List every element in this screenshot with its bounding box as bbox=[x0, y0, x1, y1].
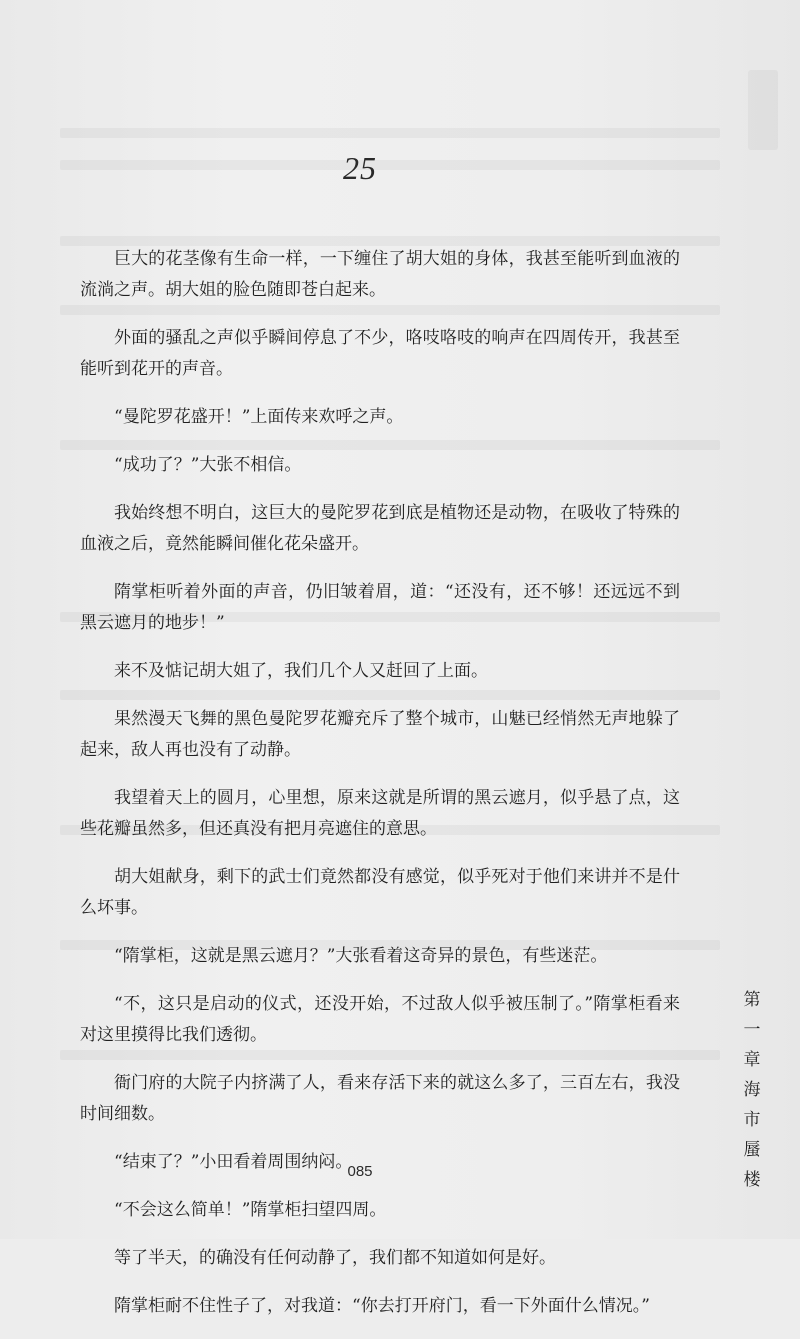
paragraph: 胡大姐献身，剩下的武士们竟然都没有感觉，似乎死对于他们来讲并不是什么坏事。 bbox=[80, 867, 680, 918]
paragraph: “成功了？”大张不相信。 bbox=[114, 455, 302, 475]
side-title-char: 章 bbox=[743, 1050, 761, 1070]
paragraph: “不，这只是启动的仪式，还没开始，不过敌人似乎被压制了。”隋掌柜看来对这里摸得比我们透彻。 bbox=[80, 994, 680, 1045]
side-title-char: 一 bbox=[743, 1020, 761, 1040]
paragraph: 巨大的花茎像有生命一样，一下缠住了胡大姐的身体，我甚至能听到血液的流淌之声。胡大姐的脸色随即苍白起来。 bbox=[80, 249, 680, 300]
side-title-char: 楼 bbox=[743, 1170, 761, 1190]
side-title-char: 海 bbox=[743, 1080, 761, 1100]
chapter-number: 25 bbox=[343, 150, 377, 186]
page-number: 085 bbox=[347, 1163, 373, 1180]
paragraph: 来不及惦记胡大姐了，我们几个人又赶回了上面。 bbox=[114, 661, 488, 681]
paragraph: 果然漫天飞舞的黑色曼陀罗花瓣充斥了整个城市，山魅已经悄然无声地躲了起来，敌人再也没有了动静。 bbox=[80, 709, 680, 760]
side-title-char: 市 bbox=[743, 1110, 761, 1130]
paragraph: 外面的骚乱之声似乎瞬间停息了不少，咯吱咯吱的响声在四周传开，我甚至能听到花开的声音。 bbox=[80, 328, 680, 379]
side-title-char: 蜃 bbox=[743, 1140, 761, 1160]
paragraph: 我始终想不明白，这巨大的曼陀罗花到底是植物还是动物，在吸收了特殊的血液之后，竟然能瞬间催化花朵盛开。 bbox=[80, 503, 680, 554]
side-title-char: 第 bbox=[743, 990, 761, 1010]
paragraph: “曼陀罗花盛开！”上面传来欢呼之声。 bbox=[114, 407, 404, 427]
paragraph: 等了半天，的确没有任何动静了，我们都不知道如何是好。 bbox=[114, 1248, 556, 1268]
paragraph: “不会这么简单！”隋掌柜扫望四周。 bbox=[114, 1200, 387, 1220]
paragraph: 隋掌柜耐不住性子了，对我道：“你去打开府门，看一下外面什么情况。” bbox=[114, 1296, 650, 1316]
show-through-line bbox=[60, 128, 720, 138]
paragraph: “结束了？”小田看着周围纳闷。 bbox=[114, 1152, 353, 1172]
chapter-side-title bbox=[740, 985, 764, 1195]
paragraph: 隋掌柜听着外面的声音，仍旧皱着眉，道：“还没有，还不够！还远远不到黑云遮月的地步！” bbox=[80, 582, 680, 633]
show-through-mark bbox=[748, 70, 778, 150]
paragraph: 我望着天上的圆月，心里想，原来这就是所谓的黑云遮月，似乎悬了点，这些花瓣虽然多，但还真没有把月亮遮住的意思。 bbox=[80, 788, 680, 839]
paragraph: “隋掌柜，这就是黑云遮月？”大张看着这奇异的景色，有些迷茫。 bbox=[114, 946, 608, 966]
paragraph: 衙门府的大院子内挤满了人，看来存活下来的就这么多了，三百左右，我没时间细数。 bbox=[80, 1073, 680, 1124]
